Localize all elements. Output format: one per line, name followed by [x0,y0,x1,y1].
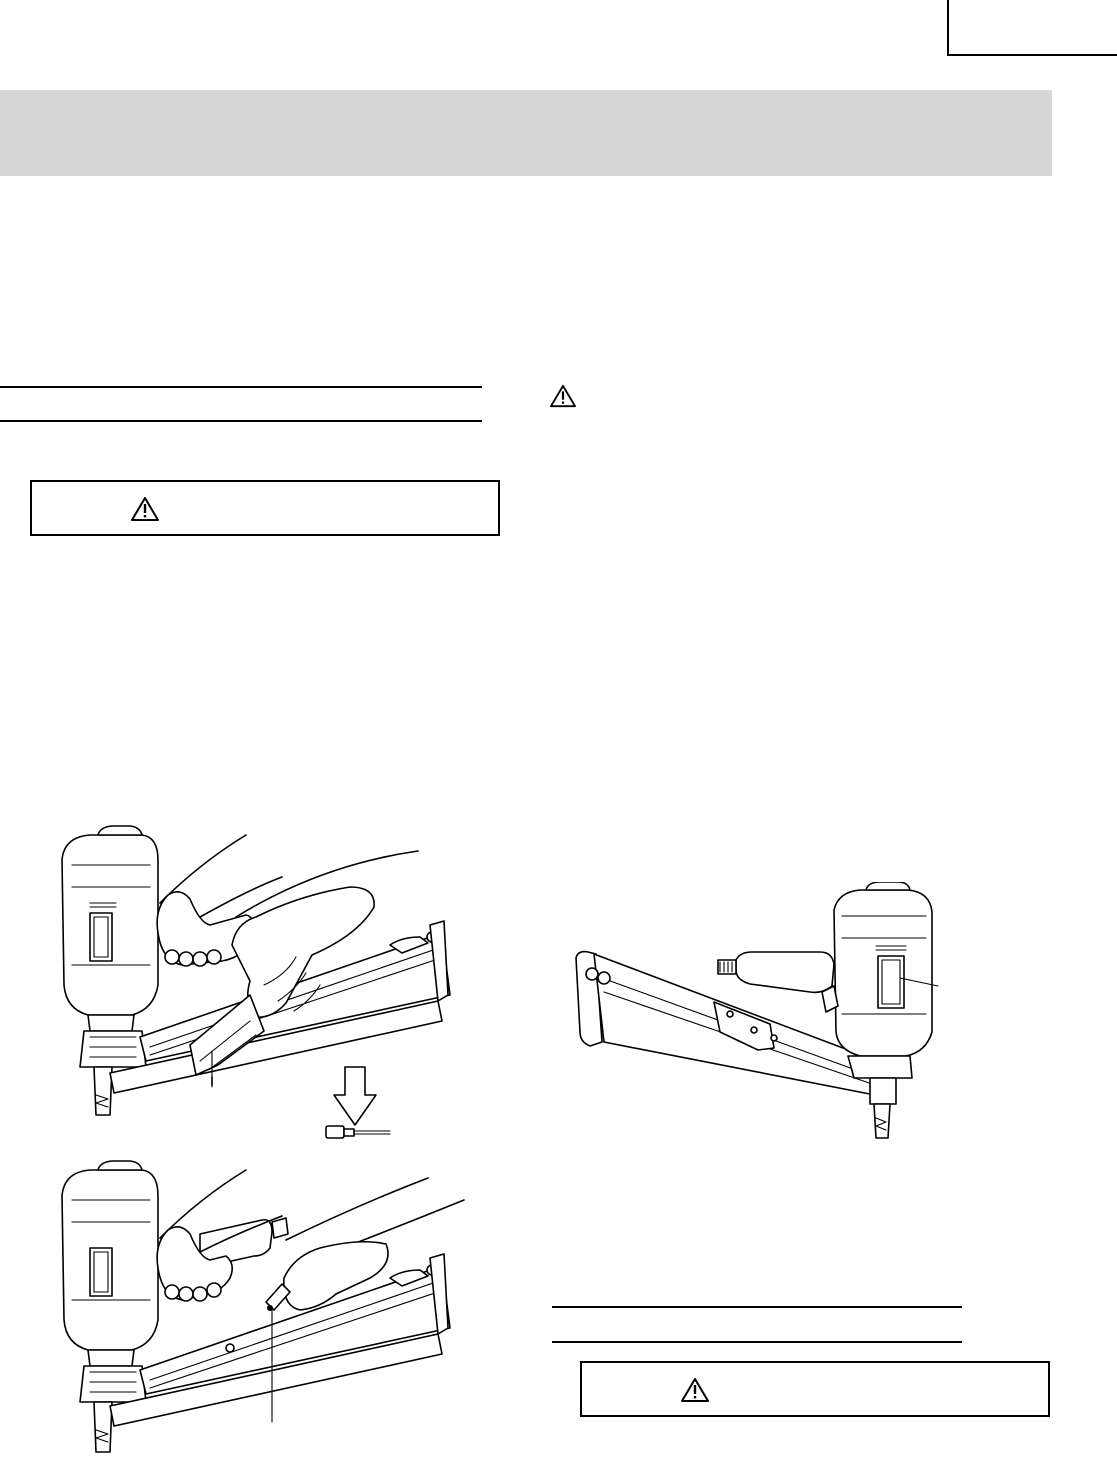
left-caution-box [30,480,500,536]
figure-magazine-cleaning [50,825,470,1140]
page-number-tab [947,0,1117,56]
nailer-body [822,882,932,1138]
handle-with-fitting [718,952,834,992]
figure-magazine-oiling [50,1160,470,1458]
left-section-rule-top [0,386,482,388]
figure-nailer-side-view [570,882,950,1142]
right-section-rule-top [552,1306,962,1308]
right-section-rule-bottom [552,1341,962,1343]
air-plug-icon [326,1126,390,1138]
warning-triangle-icon [680,1377,710,1403]
warning-triangle-icon [549,384,577,408]
down-arrow-icon [334,1067,376,1125]
section-title-band [0,90,1052,176]
warning-triangle-icon [130,496,160,522]
left-section-rule-bottom [0,420,482,422]
right-caution-box [580,1361,1050,1417]
